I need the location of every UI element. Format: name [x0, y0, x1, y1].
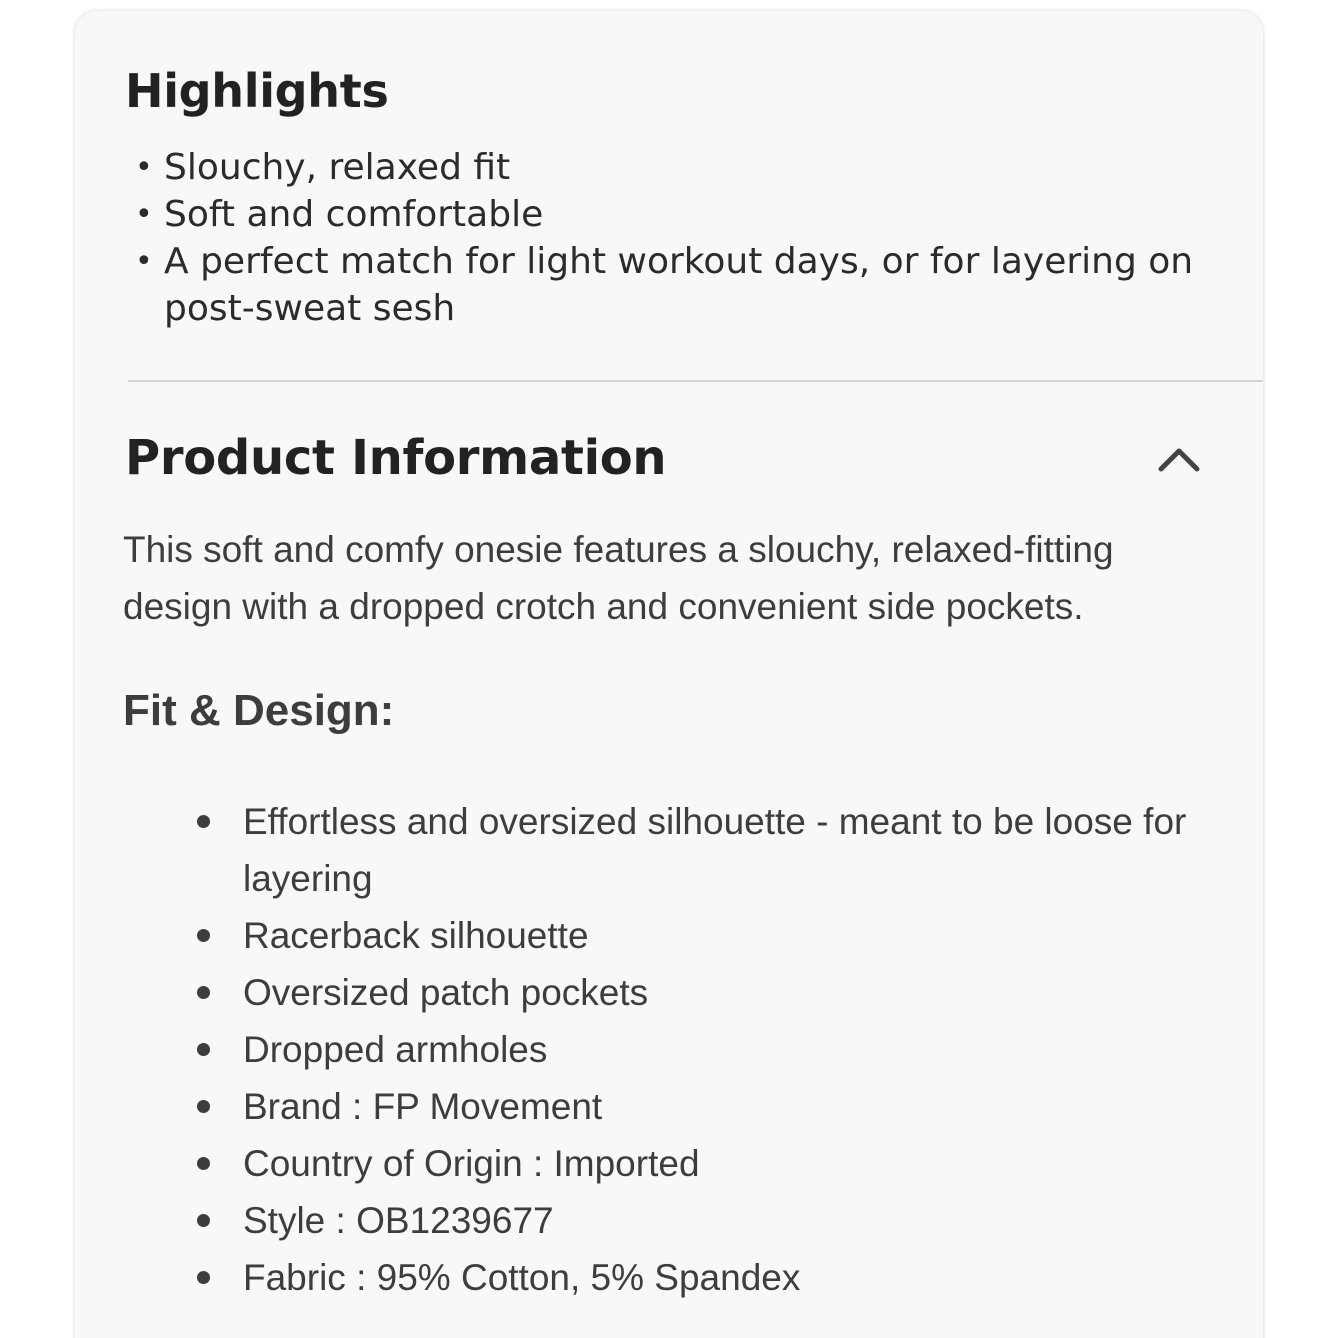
- product-information-heading[interactable]: Product Information: [125, 430, 667, 486]
- bullet-icon: •: [135, 150, 153, 185]
- fit-design-item-text: Fabric : 95% Cotton, 5% Spandex: [243, 1257, 801, 1298]
- product-details-card: [75, 11, 1263, 1338]
- fit-design-item-text: Oversized patch pockets: [243, 972, 649, 1013]
- fit-design-list-item: [197, 1021, 1197, 1078]
- bullet-icon: [197, 815, 210, 828]
- fit-design-item-text: Style : OB1239677: [243, 1200, 554, 1241]
- fit-design-list: [197, 793, 1197, 1306]
- chevron-up-icon[interactable]: [1157, 441, 1201, 475]
- fit-design-item-text: Brand : FP Movement: [243, 1086, 603, 1127]
- highlights-item-text: Slouchy, relaxed fit: [164, 147, 511, 188]
- fit-design-heading: Fit & Design:: [123, 686, 395, 735]
- section-divider: [128, 380, 1263, 382]
- highlights-item-text: A perfect match for light workout days, or for layering on post-sweat sesh: [164, 241, 1194, 329]
- fit-design-list-item: [197, 907, 1197, 964]
- highlights-item-text: Soft and comfortable: [164, 194, 544, 235]
- fit-design-list-item: [197, 1135, 1197, 1192]
- fit-design-list-item: [197, 793, 1197, 907]
- product-description: This soft and comfy onesie features a slouchy, relaxed-fitting design with a dropped crotch and convenient side pockets.: [123, 529, 1114, 627]
- bullet-icon: [197, 986, 210, 999]
- fit-design-item-text: Dropped armholes: [243, 1029, 548, 1070]
- fit-design-list-item: [197, 964, 1197, 1021]
- fit-design-list-item: [197, 1249, 1197, 1306]
- highlights-list: [135, 144, 1215, 332]
- bullet-icon: [197, 1214, 210, 1227]
- bullet-icon: [197, 1043, 210, 1056]
- fit-design-item-text: Racerback silhouette: [243, 915, 589, 956]
- fit-design-item-text: Country of Origin : Imported: [243, 1143, 700, 1184]
- highlights-list-item: [135, 191, 1215, 238]
- highlights-heading: Highlights: [125, 64, 389, 118]
- highlights-list-item: [135, 238, 1215, 332]
- bullet-icon: [197, 929, 210, 942]
- fit-design-list-item: [197, 1192, 1197, 1249]
- bullet-icon: [197, 1271, 210, 1284]
- highlights-list-item: [135, 144, 1215, 191]
- bullet-icon: [197, 1100, 210, 1113]
- bullet-icon: •: [135, 197, 153, 232]
- bullet-icon: [197, 1157, 210, 1170]
- fit-design-item-text: Effortless and oversized silhouette - meant to be loose for layering: [243, 801, 1187, 899]
- bullet-icon: •: [135, 244, 153, 279]
- fit-design-list-item: [197, 1078, 1197, 1135]
